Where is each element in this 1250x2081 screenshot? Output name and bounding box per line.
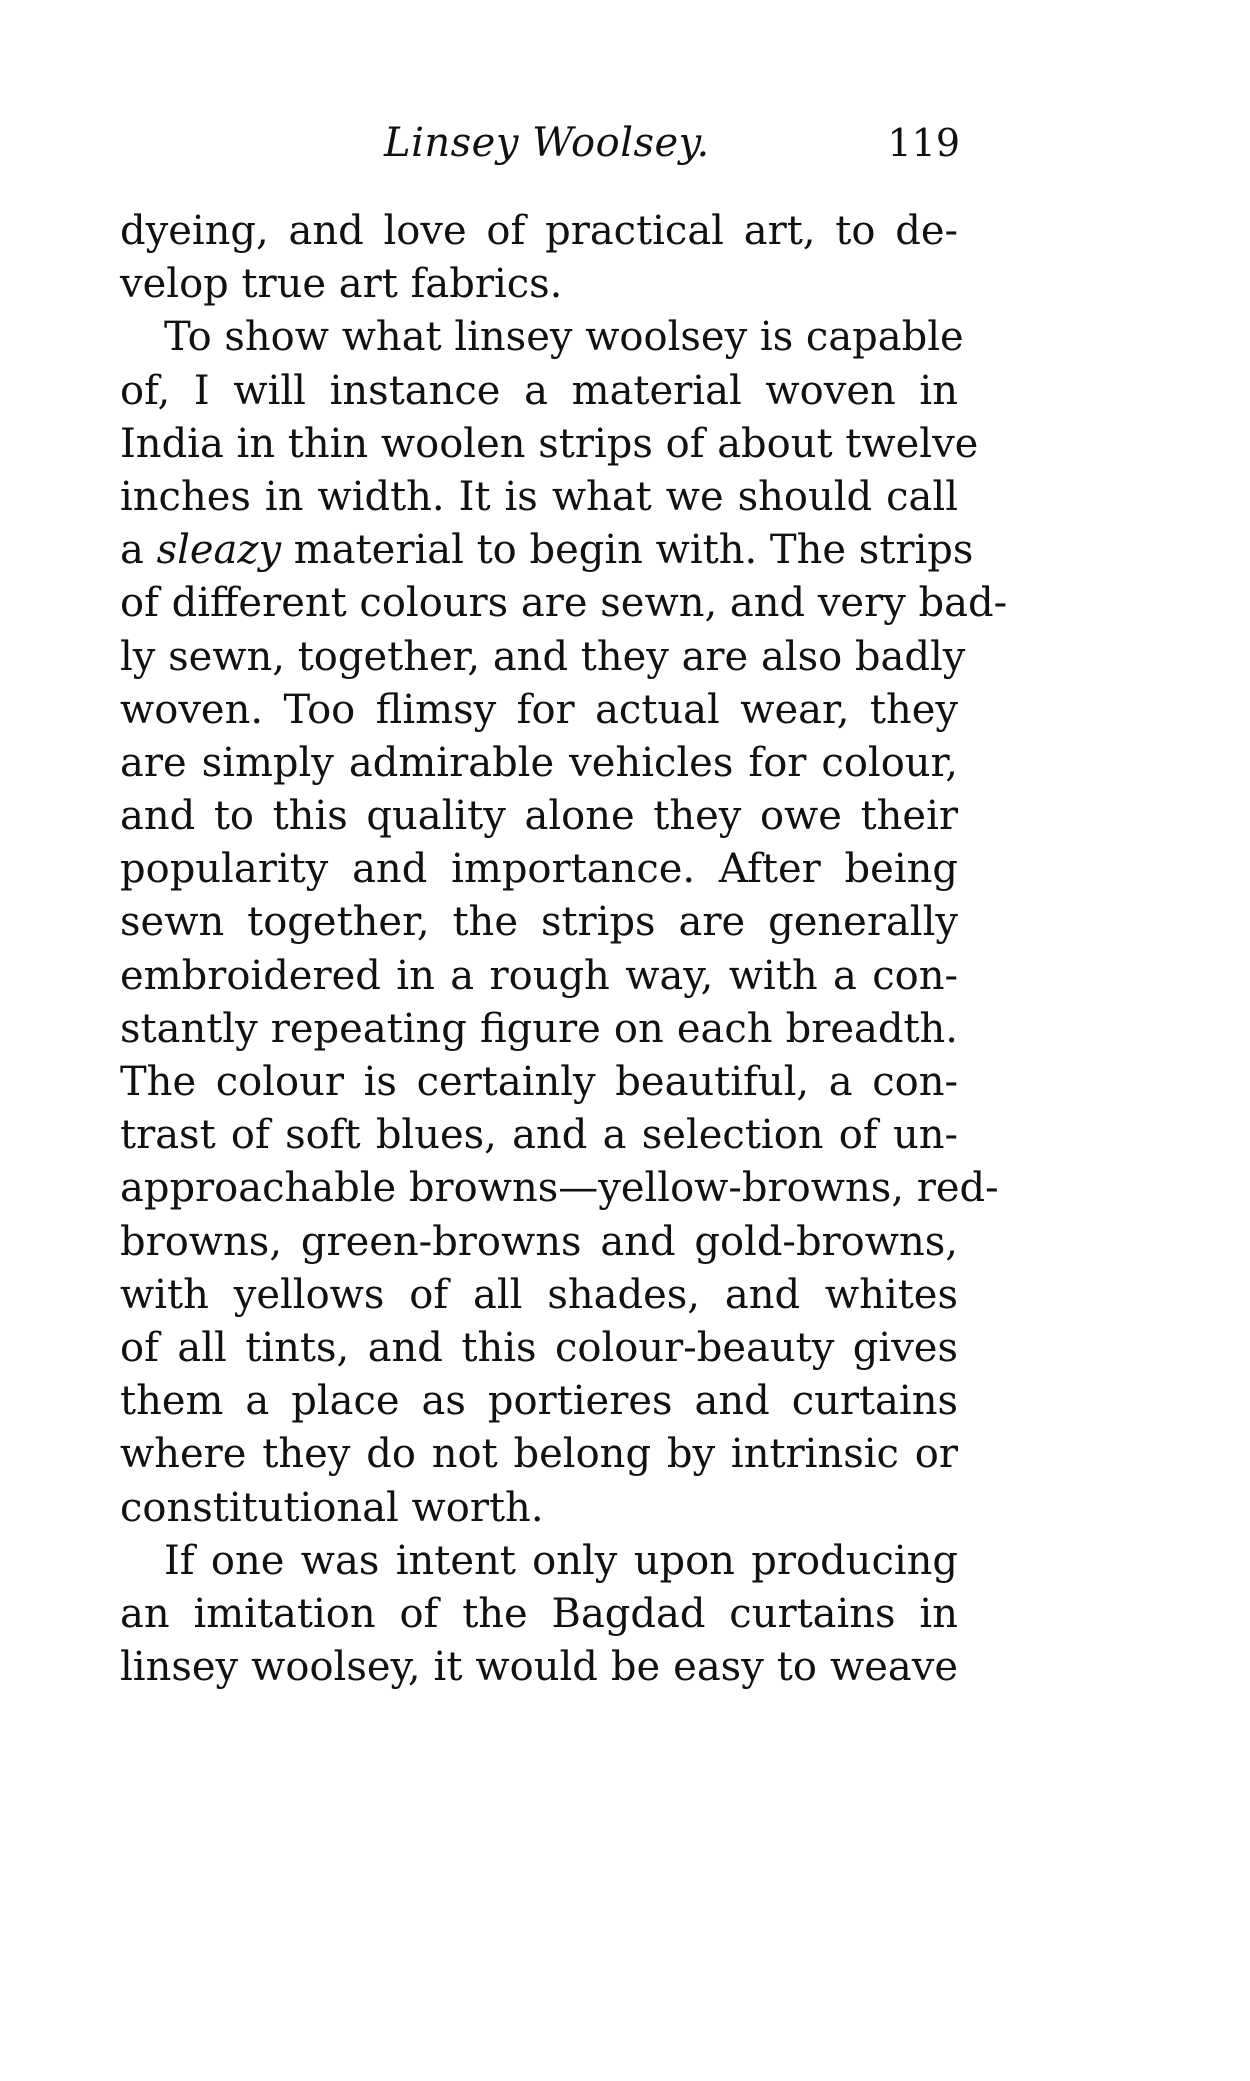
text-line: browns, green-browns and gold-browns, [120, 1218, 958, 1265]
text-line: of all tints, and this colour-beauty gives [120, 1324, 958, 1371]
text-line-with-italic: a sleazy material to begin with. The strips [120, 527, 974, 574]
text-line: of different colours are sewn, and very bad- [120, 580, 1008, 627]
text-line: inches in width. It is what we should call [120, 473, 958, 520]
text-line: To show what linsey woolsey is capable [164, 314, 964, 361]
text-line: ly sewn, together, and they are also badly [120, 633, 966, 680]
text-line: approachable browns—yellow-browns, red- [120, 1165, 999, 1212]
text-line: where they do not belong by intrinsic or [120, 1431, 958, 1478]
running-head [120, 118, 960, 168]
text-line: constitutional worth. [120, 1484, 544, 1531]
text-line: an imitation of the Bagdad curtains in [120, 1590, 958, 1637]
text-line: The colour is certainly beautiful, a con- [120, 1059, 958, 1105]
text-line: woven. Too flimsy for actual wear, they [120, 686, 958, 733]
text-line: of, I will instance a material woven in [120, 367, 958, 414]
text-line: trast of soft blues, and a selection of un- [120, 1112, 958, 1159]
text-line: linsey woolsey, it would be easy to weave [120, 1644, 958, 1691]
running-title: Linsey Woolsey. [384, 120, 710, 166]
body-text [120, 205, 1008, 1694]
text-line: sewn together, the strips are generally [120, 899, 958, 946]
text-line: stantly repeating figure on each breadth. [120, 1005, 958, 1052]
text-line: dyeing, and love of practical art, to de- [120, 208, 958, 254]
text-line: velop true art fabrics. [120, 261, 563, 308]
text-line: embroidered in a rough way, with a con- [120, 952, 958, 999]
text-line: and to this quality alone they owe their [120, 793, 958, 840]
text-line: are simply admirable vehicles for colour, [120, 739, 958, 786]
text-line: popularity and importance. After being [120, 846, 958, 893]
text-line: If one was intent only upon producing [164, 1537, 958, 1584]
italic-word: sleazy [156, 527, 282, 574]
paragraph [120, 1535, 958, 1695]
text-line: India in thin woolen strips of about twelve [120, 420, 979, 467]
text-line: with yellows of all shades, and whites [120, 1271, 958, 1318]
paragraph [120, 311, 1008, 1534]
paragraph [120, 205, 958, 311]
page-number: 119 [887, 121, 960, 165]
text-line: them a place as portieres and curtains [120, 1378, 958, 1425]
